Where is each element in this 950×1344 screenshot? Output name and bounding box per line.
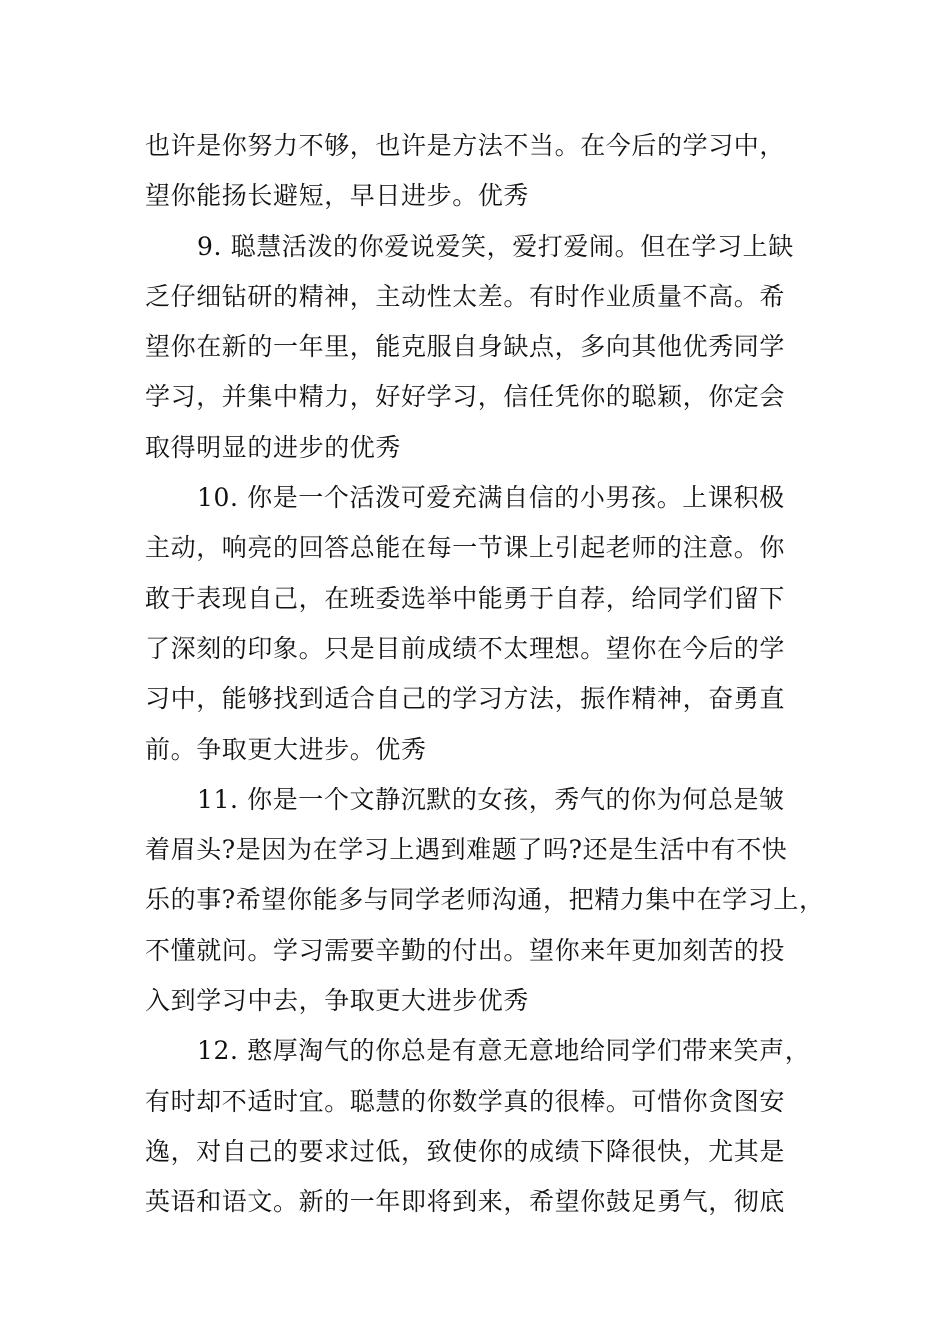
text-line: 望你能扬长避短，早日进步。优秀 bbox=[145, 181, 530, 211]
comment-9-first-line: 9. 聪慧活泼的你爱说爱笑，爱打爱闹。但在学习上缺 bbox=[197, 231, 794, 261]
comment-10-first-line: 10. 你是一个活泼可爱充满自信的小男孩。上课积极 bbox=[197, 483, 785, 513]
text-line: 望你在新的一年里，能克服自身缺点，多向其他优秀同学 bbox=[145, 332, 786, 362]
comment-11-first-line: 11. 你是一个文静沉默的女孩，秀气的你为何总是皱 bbox=[197, 784, 785, 814]
text-line: 逸，对自己的要求过低，致使你的成绩下降很快，尤其是 bbox=[145, 1136, 786, 1166]
text-line: 主动，响亮的回答总能在每一节课上引起老师的注意。你 bbox=[145, 533, 786, 563]
text-line: 习中，能够找到适合自己的学习方法，振作精神，奋勇直 bbox=[145, 684, 786, 714]
text-line: 乏仔细钻研的精神，主动性太差。有时作业质量不高。希 bbox=[145, 281, 786, 311]
text-line: 着眉头?是因为在学习上遇到难题了吗?还是生活中有不快 bbox=[145, 835, 788, 865]
comment-12-first-line: 12. 憨厚淘气的你总是有意无意地给同学们带来笑声， bbox=[197, 1036, 811, 1066]
text-line: 不懂就问。学习需要辛勤的付出。望你来年更加刻苦的投 bbox=[145, 935, 786, 965]
text-line: 乐的事?希望你能多与同学老师沟通，把精力集中在学习上， bbox=[145, 885, 825, 915]
text-line: 英语和语文。新的一年即将到来，希望你鼓足勇气，彻底 bbox=[145, 1187, 786, 1217]
text-line: 有时却不适时宜。聪慧的你数学真的很棒。可惜你贪图安 bbox=[145, 1086, 786, 1116]
text-line: 学习，并集中精力，好好学习，信任凭你的聪颖，你定会 bbox=[145, 382, 786, 412]
text-line: 入到学习中去，争取更大进步优秀 bbox=[145, 986, 530, 1016]
text-line: 了深刻的印象。只是目前成绩不太理想。望你在今后的学 bbox=[145, 633, 786, 663]
document-body bbox=[145, 121, 825, 1228]
text-line: 取得明显的进步的优秀 bbox=[145, 432, 402, 462]
text-line: 敢于表现自己，在班委选举中能勇于自荐，给同学们留下 bbox=[145, 583, 786, 613]
text-line: 前。争取更大进步。优秀 bbox=[145, 734, 427, 764]
text-line: 也许是你努力不够，也许是方法不当。在今后的学习中， bbox=[145, 131, 786, 160]
